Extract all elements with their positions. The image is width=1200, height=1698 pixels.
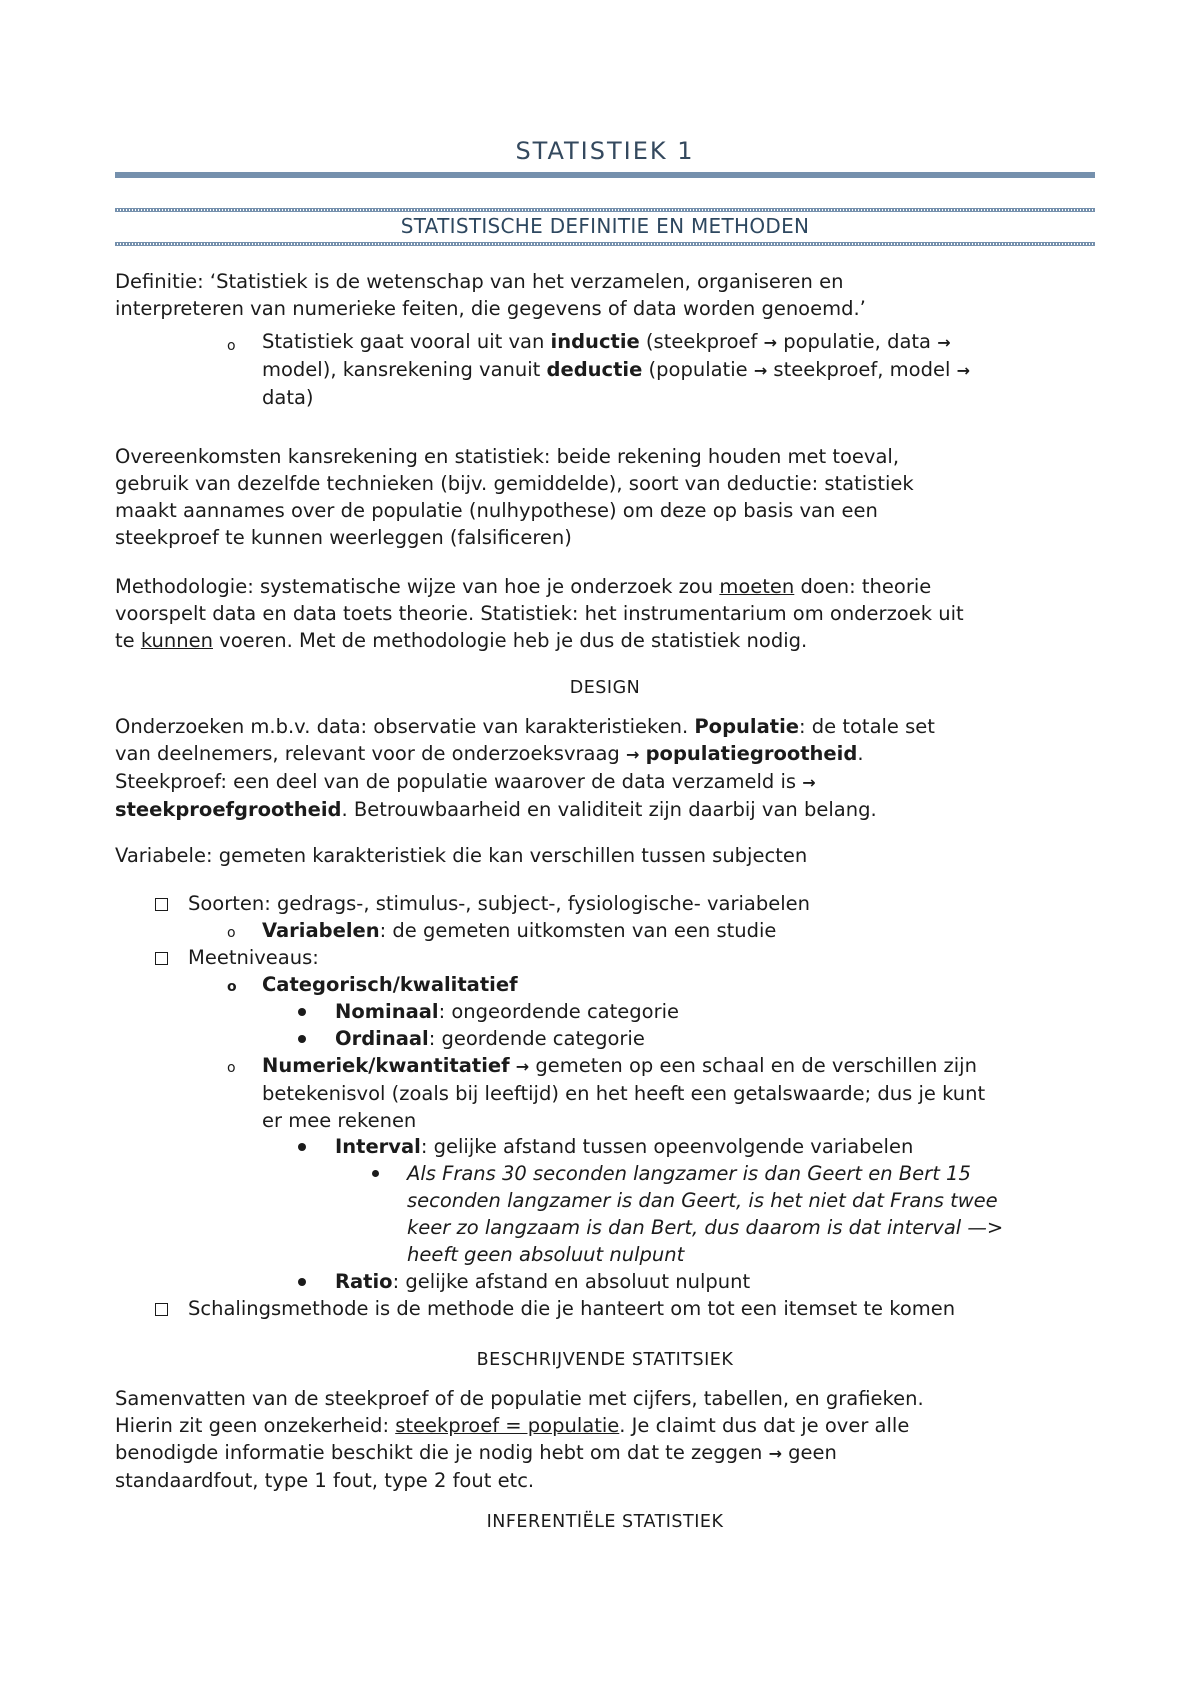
- beschrijvende-heading: BESCHRIJVENDE STATITSIEK: [476, 1350, 734, 1370]
- beschrijvende-paragraph: Samenvatten van de steekproef of de populatie met cijfers, tabellen, en grafieken. Hierin zit geen onzekerheid: steekproef = populatie. Je claimt dus dat je over alle benodigde informatie beschikt die je nodig hebt om dat te zeggen → geen standaardfout, type 1 fout, type 2 fout etc.: [115, 1387, 924, 1492]
- dot-bullet-icon: [372, 1170, 379, 1177]
- design-paragraph: Onderzoeken m.b.v. data: observatie van karakteristieken. Populatie: de totale set van deelnemers, relevant voor de onderzoeksvraag → populatiegrootheid. Steekproef: een deel van de populatie waarover de data verzameld is → steekproefgrootheid. Betrouwbaarheid en validiteit zijn daarbij van belang.: [115, 715, 935, 821]
- checkbox-square-icon: [155, 1303, 168, 1316]
- inferentiele-heading: INFERENTIËLE STATISTIEK: [486, 1512, 724, 1532]
- methodologie-paragraph: Methodologie: systematische wijze van hoe je onderzoek zou moeten doen: theorie voorspelt data en data toets theorie. Statistiek: het instrumentarium om onderzoek uit te kunnen voeren. Met de methodologie heb je dus de statistiek nodig.: [115, 575, 964, 652]
- arrow-icon: →: [937, 333, 951, 352]
- dot-bullet-icon: [298, 1035, 306, 1043]
- arrow-icon: →: [753, 361, 768, 380]
- arrow-icon: →: [763, 333, 777, 352]
- soorten-item: Soorten: gedrags-, stimulus-, subject-, fysiologische- variabelen: [188, 892, 810, 915]
- arrow-icon: →: [625, 745, 640, 764]
- schalingsmethode-item: Schalingsmethode is de methode die je hanteert om tot een itemset te komen: [188, 1297, 956, 1320]
- checkbox-square-icon: [155, 898, 168, 911]
- arrow-icon: →: [515, 1057, 530, 1076]
- overeenkomsten-paragraph: Overeenkomsten kansrekening en statistiek: beide rekening houden met toeval, gebruik van dezelfde technieken (bijv. gemiddelde), soort van deductie: statistiek maakt aannames over de populatie (nulhypothese) om deze op basis van een steekproef te kunnen weerleggen (falsificeren): [115, 445, 914, 549]
- dot-bullet-icon: [298, 1278, 306, 1286]
- circle-bullet-icon: o: [227, 1060, 236, 1076]
- variabele-definition: Variabele: gemeten karakteristiek die kan verschillen tussen subjecten: [115, 844, 808, 867]
- design-heading: DESIGN: [569, 678, 641, 698]
- dot-bullet-icon: [298, 1143, 306, 1151]
- section-heading: STATISTISCHE DEFINITIE EN METHODEN: [400, 214, 810, 238]
- heading-rule-top: [115, 208, 1095, 212]
- page-title: STATISTIEK 1: [515, 137, 695, 165]
- arrow-icon: →: [768, 1444, 782, 1463]
- variabelen-item: Variabelen: de gemeten uitkomsten van een studie: [262, 919, 777, 942]
- categorisch-item: Categorisch/kwalitatief: [262, 973, 518, 996]
- nominaal-item: Nominaal: ongeordende categorie: [335, 1000, 680, 1023]
- arrow-icon: →: [802, 773, 816, 792]
- circle-bullet-icon: o: [227, 338, 236, 354]
- checkbox-square-icon: [155, 952, 168, 965]
- arrow-icon: →: [956, 361, 971, 380]
- interval-example: Als Frans 30 seconden langzamer is dan Geert en Bert 15 seconden langzamer is dan Geert, is het niet dat Frans twee keer zo langzaam is dan Bert, dus daarom is dat interval —> heeft geen absoluut nulpunt: [407, 1162, 1004, 1266]
- definitie-paragraph: Definitie: ‘Statistiek is de wetenschap van het verzamelen, organiseren en interpreteren van numerieke feiten, die gegevens of data worden genoemd.’: [115, 270, 866, 320]
- circle-bullet-icon: o: [227, 979, 237, 995]
- section-heading-band: [115, 208, 1095, 246]
- dot-bullet-icon: [298, 1008, 306, 1016]
- interval-item: Interval: gelijke afstand tussen opeenvolgende variabelen: [335, 1135, 914, 1158]
- title-underline: [115, 172, 1095, 178]
- meetniveaus-item: Meetniveaus:: [188, 946, 319, 969]
- ratio-item: Ratio: gelijke afstand en absoluut nulpunt: [335, 1270, 751, 1293]
- heading-rule-bottom: [115, 242, 1095, 246]
- ordinaal-item: Ordinaal: geordende categorie: [335, 1027, 645, 1050]
- circle-bullet-icon: o: [227, 925, 236, 941]
- inductie-bullet: Statistiek gaat vooral uit van inductie (steekproef → populatie, data → model), kansrekening vanuit deductie (populatie → steekproef, model → data): [262, 330, 971, 409]
- numeriek-item: Numeriek/kwantitatief → gemeten op een schaal en de verschillen zijn betekenisvol (zoals bij leeftijd) en het heeft een getalswaarde; dus je kunt er mee rekenen: [262, 1054, 986, 1132]
